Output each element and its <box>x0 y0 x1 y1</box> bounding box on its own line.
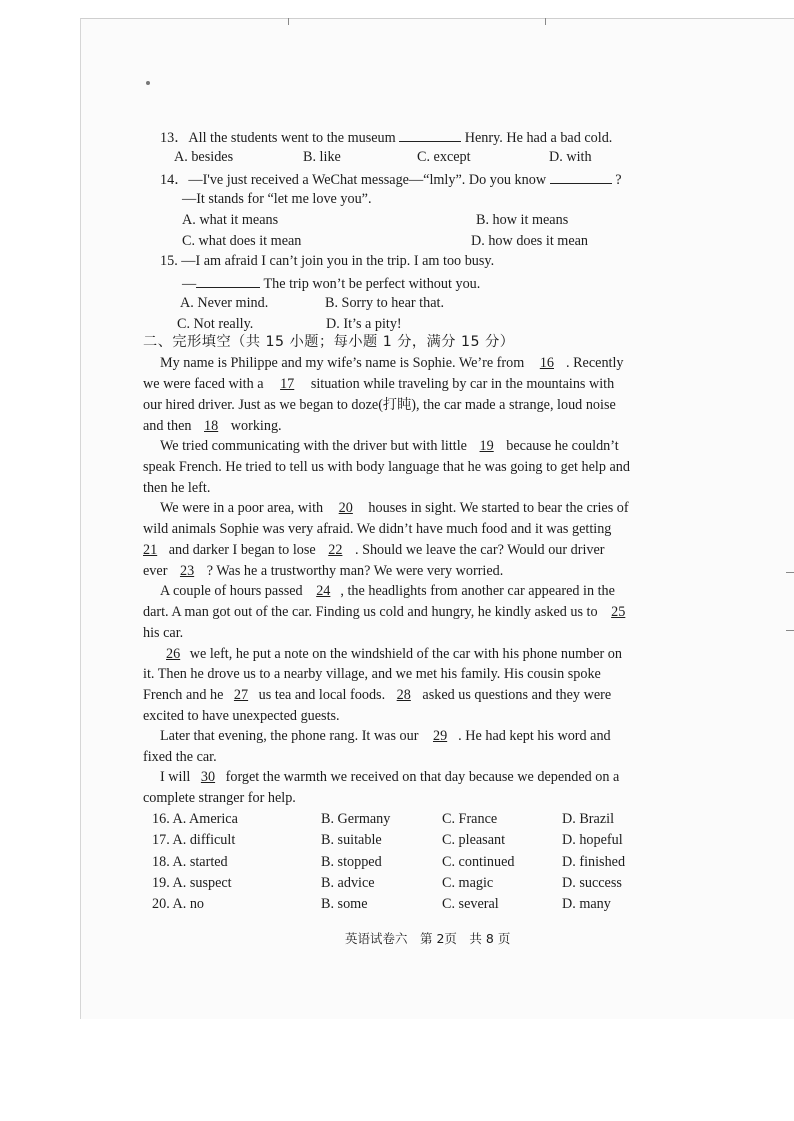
blank-30: 30 <box>200 769 216 785</box>
passage-line: Later that evening, the phone rang. It was our 29 . He had kept his word and <box>160 728 611 744</box>
option: 20. A. no <box>152 896 205 912</box>
blank-17: 17 <box>280 376 295 392</box>
option: D. finished <box>562 854 626 870</box>
passage-line: I will 30 forget the warmth we received on that day because we depended on a <box>160 769 620 785</box>
option: B. like <box>303 149 341 165</box>
passage-line: We tried communicating with the driver but with little 19 because he couldn’t <box>160 438 619 454</box>
option: B. some <box>321 896 368 912</box>
passage-line: then he left. <box>143 480 211 496</box>
passage-line: 26 we left, he put a note on the windshield of the car with his phone number on <box>160 645 622 663</box>
option: C. France <box>442 811 498 827</box>
option: A. besides <box>174 149 234 165</box>
passage-line: ever 23 ? Was he a trustworthy man? We were very worried. <box>143 563 504 579</box>
option: B. Germany <box>321 811 391 827</box>
passage-line: We were in a poor area, with 20 houses in sight. We started to bear the cries of <box>160 500 629 516</box>
blank-26: 26 <box>166 646 181 662</box>
passage-line: complete stranger for help. <box>143 790 296 806</box>
option: C. except <box>417 149 471 165</box>
scan-tick-mark <box>545 18 546 25</box>
blank-18: 18 <box>204 418 219 434</box>
scan-margin-mark <box>786 630 794 631</box>
option: C. Not really. <box>177 316 254 332</box>
option: B. stopped <box>321 854 382 870</box>
blank-28: 28 <box>396 687 411 703</box>
option: 19. A. suspect <box>152 875 232 891</box>
question-13-stem: 13．All the students went to the museum Henry. He had a bad cold. <box>160 127 612 147</box>
option: D. success <box>562 875 622 891</box>
passage-line: dart. A man got out of the car. Finding us cold and hungry, he kindly asked us to 25 <box>143 604 626 620</box>
option: C. several <box>442 896 499 912</box>
option: C. magic <box>442 875 494 891</box>
scan-tick-mark <box>288 18 289 25</box>
section-heading: 二、完形填空（共 15 小题；每小题 1 分，满分 15 分） <box>143 334 515 350</box>
answer-blank <box>196 273 260 288</box>
option: A. Never mind. <box>180 295 269 311</box>
blank-23: 23 <box>179 563 195 579</box>
blank-27: 27 <box>233 687 249 703</box>
blank-21: 21 <box>143 542 158 558</box>
blank-16: 16 <box>539 355 554 371</box>
passage-line: French and he 27 us tea and local foods. 28 asked us questions and they were <box>143 687 612 703</box>
blank-29: 29 <box>432 728 448 744</box>
option: C. what does it mean <box>182 233 302 249</box>
option: B. Sorry to hear that. <box>325 295 444 311</box>
option: A. what it means <box>182 212 279 228</box>
option: C. pleasant <box>442 832 506 848</box>
blank-25: 25 <box>611 604 626 620</box>
passage-line: speak French. He tried to tell us with body language that he was going to get help and <box>143 459 630 475</box>
option: B. how it means <box>476 212 569 228</box>
blank-22: 22 <box>328 542 343 558</box>
passage-line: we were faced with a 17 situation while traveling by car in the mountains with <box>143 376 615 392</box>
passage-line: A couple of hours passed 24 , the headlights from another car appeared in the <box>160 583 615 599</box>
passage-line: and then 18 working. <box>143 418 282 434</box>
option: B. advice <box>321 875 375 891</box>
passage-line: our hired driver. Just as we began to doze(打盹), the car made a strange, loud noise <box>143 397 616 413</box>
option: 17. A. difficult <box>152 832 236 848</box>
option: D. hopeful <box>562 832 623 848</box>
option: 16. A. America <box>152 811 238 827</box>
passage-line: his car. <box>143 625 184 641</box>
page-footer: 英语试卷六 第 2页 共 8 页 <box>345 931 511 946</box>
blank-24: 24 <box>316 583 331 599</box>
passage-line: it. Then he drove us to a nearby village, and we met his family. His cousin spoke <box>143 666 601 682</box>
option: D. with <box>549 149 592 165</box>
passage-line: excited to have unexpected guests. <box>143 708 340 724</box>
question-14-stem: 14．—I've just received a WeChat message—“lmly”. Do you know ? <box>160 169 622 189</box>
passage-line: wild animals Sophie was very afraid. We didn’t have much food and it was getting <box>143 521 612 537</box>
question-14-reply: —It stands for “let me love you”. <box>182 191 372 207</box>
passage-line: My name is Philippe and my wife’s name is Sophie. We’re from 16 . Recently <box>160 355 624 371</box>
scan-margin-mark <box>786 572 794 573</box>
option: D. how does it mean <box>471 233 589 249</box>
passage-line: 21 and darker I began to lose 22 . Should we leave the car? Would our driver <box>143 542 605 558</box>
option: 18. A. started <box>152 854 228 870</box>
option: D. Brazil <box>562 811 615 827</box>
blank-19: 19 <box>479 438 494 454</box>
blank-20: 20 <box>338 500 353 516</box>
option: D. It’s a pity! <box>326 316 402 332</box>
option: D. many <box>562 896 611 912</box>
option: C. continued <box>442 854 515 870</box>
question-15-reply: — The trip won’t be perfect without you. <box>182 273 480 293</box>
passage-line: fixed the car. <box>143 749 217 765</box>
scan-speck <box>146 81 150 85</box>
answer-blank <box>399 127 461 142</box>
answer-blank <box>550 169 612 184</box>
option: B. suitable <box>321 832 382 848</box>
question-15-stem: 15. —I am afraid I can’t join you in the trip. I am too busy. <box>160 253 495 269</box>
